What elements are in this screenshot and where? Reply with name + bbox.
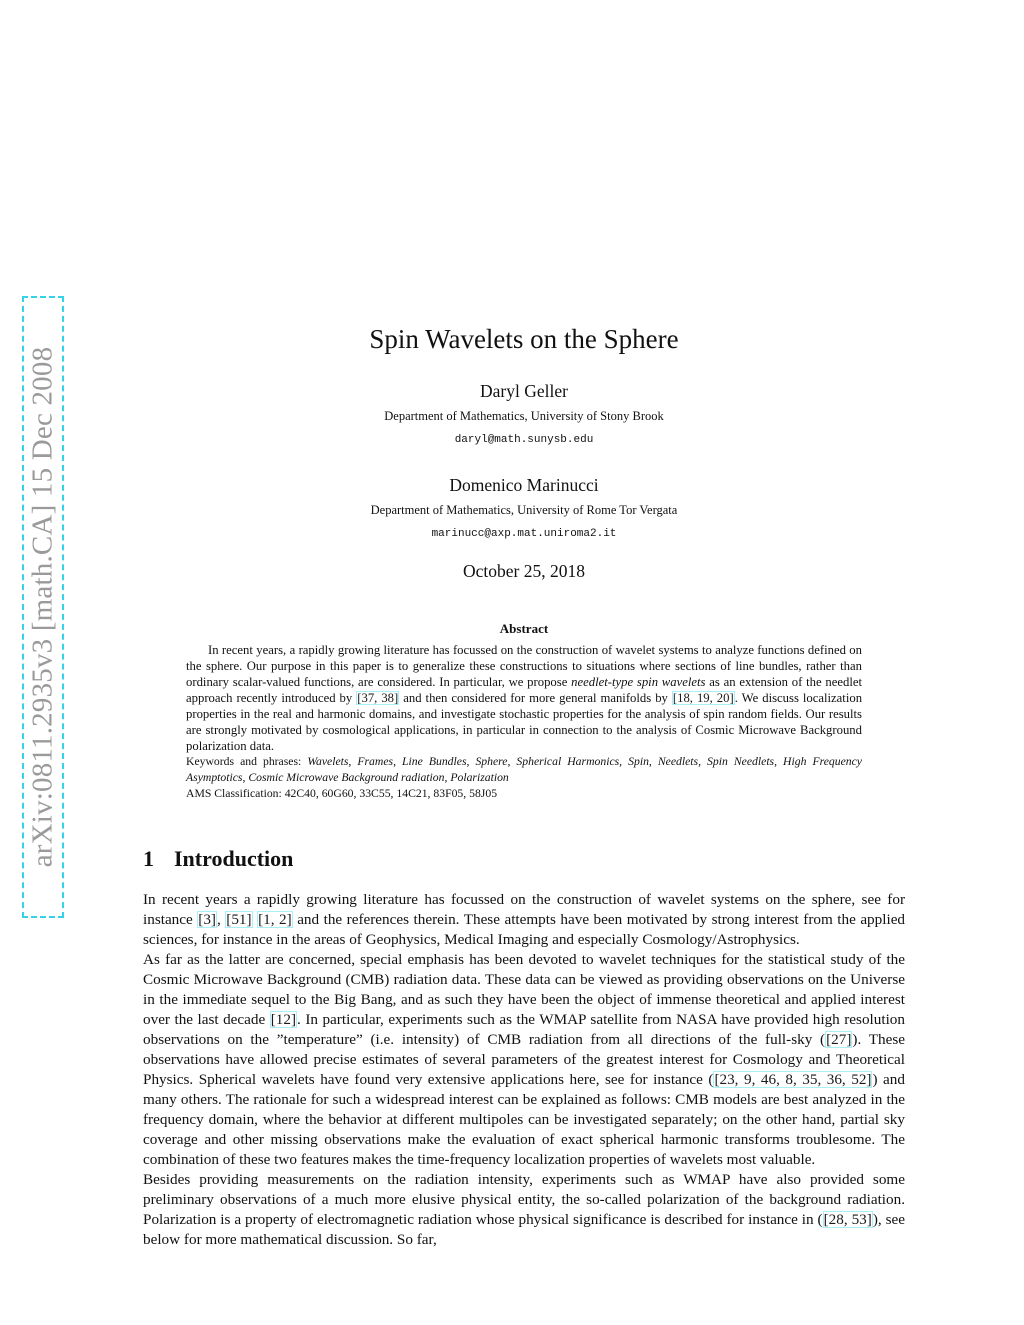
author-email-2[interactable]: marinucc@axp.mat.uniroma2.it [431, 528, 617, 540]
ams-classification: AMS Classification: 42C40, 60G60, 33C55, 14C21, 83F05, 58J05 [186, 787, 498, 800]
intro-body [143, 890, 905, 1250]
citation-link[interactable]: [23, 9, 46, 8, 35, 36, 52] [714, 1071, 872, 1088]
citation-link[interactable]: [1, 2] [258, 911, 292, 928]
author-name-2: Domenico Marinucci [449, 475, 599, 495]
author-name-1: Daryl Geller [480, 381, 568, 401]
author-affiliation-2: Department of Mathematics, University of Rome Tor Vergata [370, 503, 678, 517]
intro-paragraph-3: Besides providing measurements on the radiation intensity, experiments such as WMAP have also provided some preliminary observations of a much more elusive physical entity, the so-called polarization of the background radiation. Polarization is a property of electromagnetic radiation whose physical significance is described for instance in ([28, 53]), see below for more mathematical discussion. So far, [143, 1171, 905, 1248]
author-affiliation-1: Department of Mathematics, University of Stony Brook [384, 409, 664, 423]
citation-link[interactable]: [3] [198, 911, 216, 928]
abstract-emphasis: needlet-type spin wavelets [571, 675, 706, 689]
citation-link[interactable]: [51] [226, 911, 252, 928]
arxiv-sidebar-stamp [22, 296, 64, 918]
keywords: Keywords and phrases: Wavelets, Frames, Line Bundles, Sphere, Spherical Harmonics, Spin, Needlets, Spin Needlets, High Frequency Asymptotics, Cosmic Microwave Background radiation, Polarization [186, 755, 862, 784]
citation-link[interactable]: [18, 19, 20] [672, 691, 734, 705]
intro-paragraph-2: As far as the latter are concerned, special emphasis has been devoted to wavelet techniques for the statistical study of the Cosmic Microwave Background (CMB) radiation data. These data can be viewed as providing observations on the Universe in the immediate sequel to the Big Bang, and as such they have been the object of immense theoretical and applied interest over the last decade [12]. In particular, experiments such as the WMAP satellite from NASA have provided high resolution observations on the ”temperature” (i.e. intensity) of CMB radiation from all directions of the full-sky ([27]). These observations have allowed precise estimates of several parameters of the greatest interest for Cosmology and Theoretical Physics. Spherical wavelets have found very extensive applications here, see for instance ([23, 9, 46, 8, 35, 36, 52]) and many others. The rationale for such a widespread interest can be explained as follows: CMB models are best analyzed in the frequency domain, where the behavior at different multipoles can be investigated separately; on the other hand, partial sky coverage and other missing observations make the evaluation of exact spherical harmonic transforms troublesome. The combination of these two features makes the time-frequency localization properties of wavelets most valuable. [143, 951, 905, 1168]
arxiv-identifier: arXiv:0811.2935v3 [math.CA] 15 Dec 2008 [26, 346, 59, 868]
citation-link[interactable]: [12] [270, 1011, 297, 1028]
abstract-heading: Abstract [499, 621, 549, 636]
paper-date: October 25, 2018 [463, 561, 585, 581]
intro-paragraph-1: In recent years a rapidly growing literature has focussed on the construction of wavelet systems on the sphere, see for instance [3], [51] [1, 2] and the references therein. These attempts have been motivated by strong interest from the applied sciences, for instance in the areas of Geophysics, Medical Imaging and especially Cosmology/Astrophysics. [143, 891, 906, 948]
paper-page [143, 0, 905, 1325]
paper-title: Spin Wavelets on the Sphere [369, 324, 679, 354]
citation-link[interactable]: [27] [826, 1031, 852, 1048]
abstract-paragraph: In recent years, a rapidly growing literature has focussed on the construction of wavelet systems to analyze functions defined on the sphere. Our purpose in this paper is to generalize these constructions to situations where sections of line bundles, rather than ordinary scalar-valued functions, are considered. In particular, we propose needlet-type spin wavelets as an extension of the needlet approach recently introduced by [37, 38] and then considered for more general manifolds by [18, 19, 20]. We discuss localization properties in the real and harmonic domains, and investigate stochastic properties for the analysis of spin random fields. Our results are strongly motivated by cosmological applications, in particular in connection to the analysis of Cosmic Microwave Background polarization data. [186, 643, 863, 753]
abstract-body [186, 642, 862, 802]
citation-link[interactable]: [37, 38] [357, 691, 399, 705]
author-email-1[interactable]: daryl@math.sunysb.edu [454, 434, 594, 446]
citation-link[interactable]: [28, 53] [823, 1211, 872, 1228]
section-heading: 1 Introduction [143, 846, 294, 871]
